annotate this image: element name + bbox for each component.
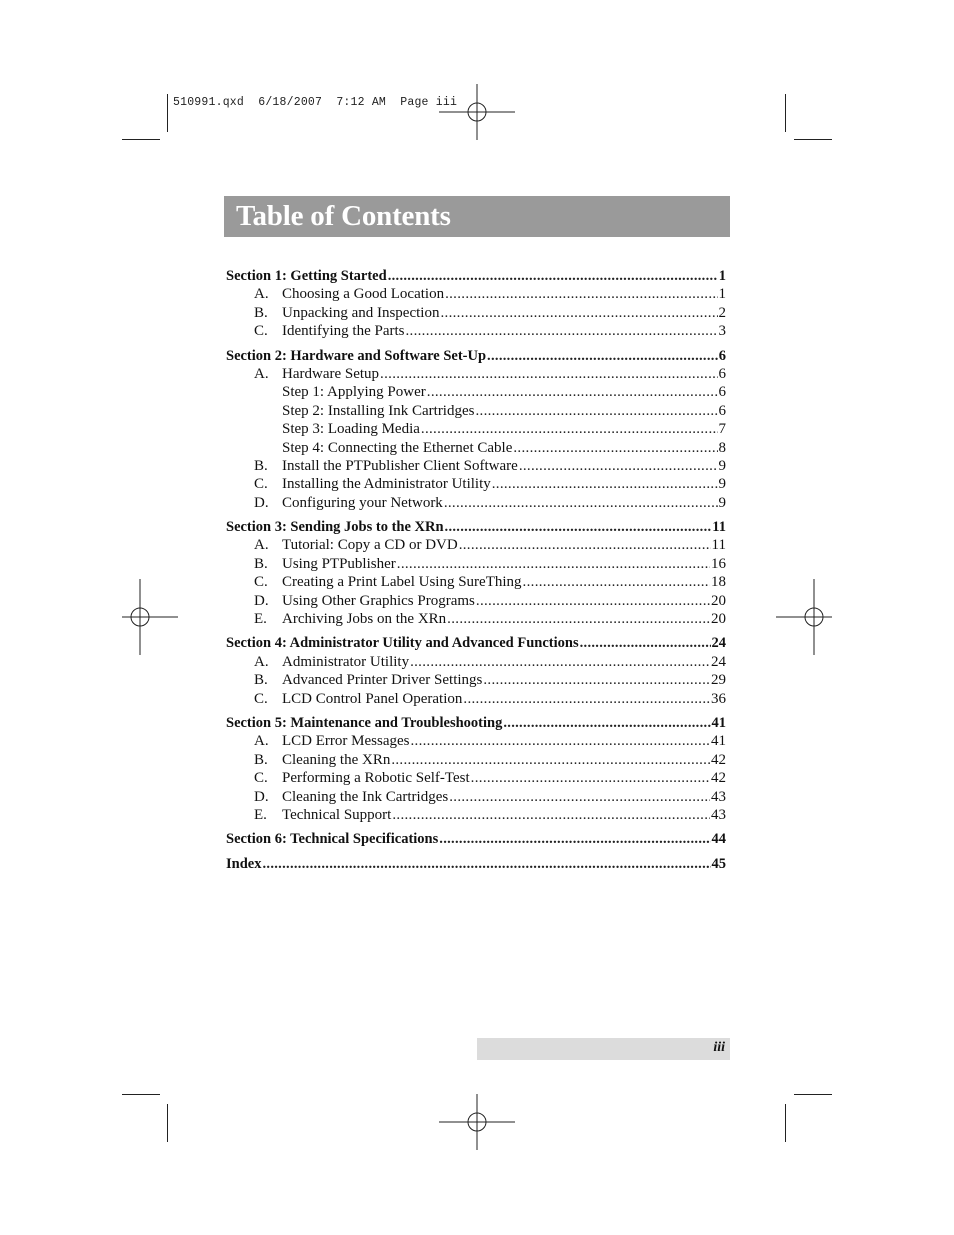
entry-title: Hardware Setup [282, 365, 380, 382]
toc-entry[interactable] [226, 610, 726, 628]
crop-mark [785, 1104, 786, 1142]
toc-section [226, 267, 726, 341]
entry-letter: C. [254, 770, 268, 787]
leader-dots [427, 383, 718, 401]
leader-dots [388, 267, 718, 285]
leader-dots [523, 573, 710, 591]
leader-dots [445, 285, 717, 303]
entry-title: Using Other Graphics Programs [282, 592, 475, 609]
leader-dots [487, 347, 718, 365]
toc-section [226, 714, 726, 824]
page-ref: 6 [718, 402, 726, 419]
toc-entry[interactable] [226, 304, 726, 322]
page-ref: 41 [711, 733, 726, 750]
page-ref: 20 [711, 592, 726, 609]
toc-entry[interactable] [226, 806, 726, 824]
toc-section [226, 634, 726, 708]
page-ref: 16 [711, 555, 726, 572]
page-ref: 43 [711, 788, 726, 805]
entry-title: Install the PTPublisher Client Software [282, 457, 518, 474]
section-title: Section 5: Maintenance and Troubleshooting [226, 714, 503, 731]
entry-title: Unpacking and Inspection [282, 304, 440, 321]
page-ref: 9 [718, 476, 726, 493]
entry-letter: B. [254, 672, 268, 689]
leader-dots [476, 592, 710, 610]
entry-title: Creating a Print Label Using SureThing [282, 574, 522, 591]
crop-mark [785, 94, 786, 132]
entry-title: Cleaning the XRn [282, 751, 391, 768]
leader-dots [449, 788, 710, 806]
toc-section [226, 518, 726, 628]
toc-entry[interactable] [226, 420, 726, 438]
toc-entry[interactable] [226, 322, 726, 340]
entry-title: Step 1: Applying Power [282, 384, 426, 401]
entry-title: Step 3: Loading Media [282, 421, 420, 438]
entry-title: Archiving Jobs on the XRn [282, 611, 447, 628]
entry-title: Identifying the Parts [282, 323, 405, 340]
leader-dots [405, 322, 717, 340]
toc-section-heading[interactable] [226, 714, 726, 732]
toc-section [226, 830, 726, 848]
entry-title: Tutorial: Copy a CD or DVD [282, 537, 458, 554]
entry-letter: A. [254, 286, 269, 303]
entry-title: LCD Error Messages [282, 733, 410, 750]
page-ref: 43 [711, 806, 726, 823]
entry-title: Using PTPublisher [282, 555, 396, 572]
section-title: Index [226, 855, 262, 872]
page-ref: 24 [711, 635, 726, 652]
page-ref: 3 [718, 323, 726, 340]
registration-mark-icon [776, 579, 852, 655]
entry-letter: A. [254, 537, 269, 554]
crop-mark [794, 1094, 832, 1095]
toc-entry[interactable] [226, 769, 726, 787]
footer-bar [477, 1038, 730, 1060]
entry-letter: A. [254, 365, 269, 382]
toc-entry[interactable] [226, 671, 726, 689]
toc-entry[interactable] [226, 383, 726, 401]
toc-entry[interactable] [226, 788, 726, 806]
toc-entry[interactable] [226, 365, 726, 383]
page-number: iii [713, 1040, 725, 1055]
entry-letter: B. [254, 304, 268, 321]
entry-letter: C. [254, 574, 268, 591]
toc-entry[interactable] [226, 732, 726, 750]
toc-section [226, 347, 726, 513]
entry-title: Installing the Administrator Utility [282, 476, 491, 493]
page-ref: 36 [711, 690, 726, 707]
entry-title: Advanced Printer Driver Settings [282, 672, 483, 689]
registration-mark-icon [439, 1084, 515, 1160]
page-ref: 42 [711, 751, 726, 768]
entry-letter: C. [254, 323, 268, 340]
leader-dots [440, 304, 717, 322]
leader-dots [445, 518, 712, 536]
toc-section [226, 855, 726, 873]
entry-letter: A. [254, 653, 269, 670]
entry-title: Configuring your Network [282, 494, 443, 511]
toc-section-heading[interactable] [226, 634, 726, 652]
leader-dots [391, 751, 710, 769]
entry-title: LCD Control Panel Operation [282, 690, 463, 707]
toc-entry[interactable] [226, 494, 726, 512]
page-ref: 24 [711, 653, 726, 670]
leader-dots [463, 690, 710, 708]
leader-dots [513, 439, 717, 457]
entry-letter: E. [254, 611, 267, 628]
crop-mark [167, 1104, 168, 1142]
leader-dots [580, 634, 711, 652]
table-of-contents [226, 267, 726, 879]
entry-letter: D. [254, 788, 269, 805]
toc-entry[interactable] [226, 653, 726, 671]
entry-letter: B. [254, 751, 268, 768]
toc-entry[interactable] [226, 573, 726, 591]
page-ref: 9 [718, 494, 726, 511]
section-title: Section 3: Sending Jobs to the XRn [226, 519, 444, 536]
leader-dots [421, 420, 718, 438]
leader-dots [444, 494, 718, 512]
page-ref: 6 [718, 365, 726, 382]
toc-section-heading[interactable] [226, 267, 726, 285]
section-title: Section 1: Getting Started [226, 268, 387, 284]
leader-dots [519, 457, 718, 475]
entry-title: Administrator Utility [282, 653, 410, 670]
entry-letter: D. [254, 592, 269, 609]
page-ref: 20 [711, 611, 726, 628]
entry-letter: D. [254, 494, 269, 511]
page-ref: 1 [718, 286, 726, 303]
leader-dots [483, 671, 710, 689]
registration-mark-icon [439, 74, 515, 150]
entry-title: Cleaning the Ink Cartridges [282, 788, 449, 805]
leader-dots [392, 806, 710, 824]
entry-letter: A. [254, 733, 269, 750]
crop-mark [167, 94, 168, 132]
leader-dots [410, 732, 710, 750]
toc-section-heading[interactable] [226, 347, 726, 365]
page-ref: 11 [712, 519, 726, 536]
page-title: Table of Contents [236, 200, 451, 232]
leader-dots [503, 714, 710, 732]
toc-entry[interactable] [226, 592, 726, 610]
entry-letter: B. [254, 457, 268, 474]
registration-mark-icon [102, 579, 178, 655]
leader-dots [439, 830, 710, 848]
page-ref: 6 [718, 347, 726, 364]
section-title: Section 6: Technical Specifications [226, 831, 439, 848]
leader-dots [410, 653, 710, 671]
page-ref: 9 [718, 457, 726, 474]
leader-dots [475, 402, 717, 420]
entry-title: Step 2: Installing Ink Cartridges [282, 402, 475, 419]
page-ref: 18 [711, 574, 726, 591]
page-ref: 6 [718, 384, 726, 401]
leader-dots [262, 855, 710, 873]
page-ref: 7 [718, 421, 726, 438]
page-ref: 44 [711, 831, 726, 848]
entry-title: Step 4: Connecting the Ethernet Cable [282, 439, 513, 456]
page-ref: 1 [718, 268, 726, 284]
page-ref: 45 [711, 855, 726, 872]
toc-section-heading[interactable] [226, 855, 726, 873]
entry-title: Choosing a Good Location [282, 286, 445, 303]
toc-entry[interactable] [226, 555, 726, 573]
section-title: Section 2: Hardware and Software Set-Up [226, 347, 487, 364]
toc-section-heading[interactable] [226, 830, 726, 848]
leader-dots [447, 610, 710, 628]
entry-title: Technical Support [282, 806, 392, 823]
section-title: Section 4: Administrator Utility and Advanced Functions [226, 635, 579, 652]
page-ref: 42 [711, 770, 726, 787]
toc-entry[interactable] [226, 457, 726, 475]
page-ref: 29 [711, 672, 726, 689]
entry-letter: C. [254, 690, 268, 707]
crop-mark [794, 139, 832, 140]
page-ref: 2 [718, 304, 726, 321]
leader-dots [471, 769, 710, 787]
leader-dots [459, 536, 711, 554]
toc-entry[interactable] [226, 475, 726, 493]
entry-letter: E. [254, 806, 267, 823]
file-slug: 510991.qxd 6/18/2007 7:12 AM Page iii [173, 96, 458, 109]
leader-dots [492, 475, 718, 493]
crop-mark [122, 139, 160, 140]
toc-entry[interactable] [226, 690, 726, 708]
toc-entry[interactable] [226, 402, 726, 420]
page-ref: 41 [711, 714, 726, 731]
toc-entry[interactable] [226, 536, 726, 554]
toc-entry[interactable] [226, 439, 726, 457]
entry-letter: B. [254, 555, 268, 572]
page-ref: 8 [718, 439, 726, 456]
toc-section-heading[interactable] [226, 518, 726, 536]
crop-mark [122, 1094, 160, 1095]
leader-dots [380, 365, 717, 383]
page-ref: 11 [711, 537, 726, 554]
entry-title: Performing a Robotic Self-Test [282, 770, 470, 787]
title-bar [224, 196, 730, 237]
leader-dots [397, 555, 710, 573]
toc-entry[interactable] [226, 285, 726, 303]
entry-letter: C. [254, 476, 268, 493]
toc-entry[interactable] [226, 751, 726, 769]
